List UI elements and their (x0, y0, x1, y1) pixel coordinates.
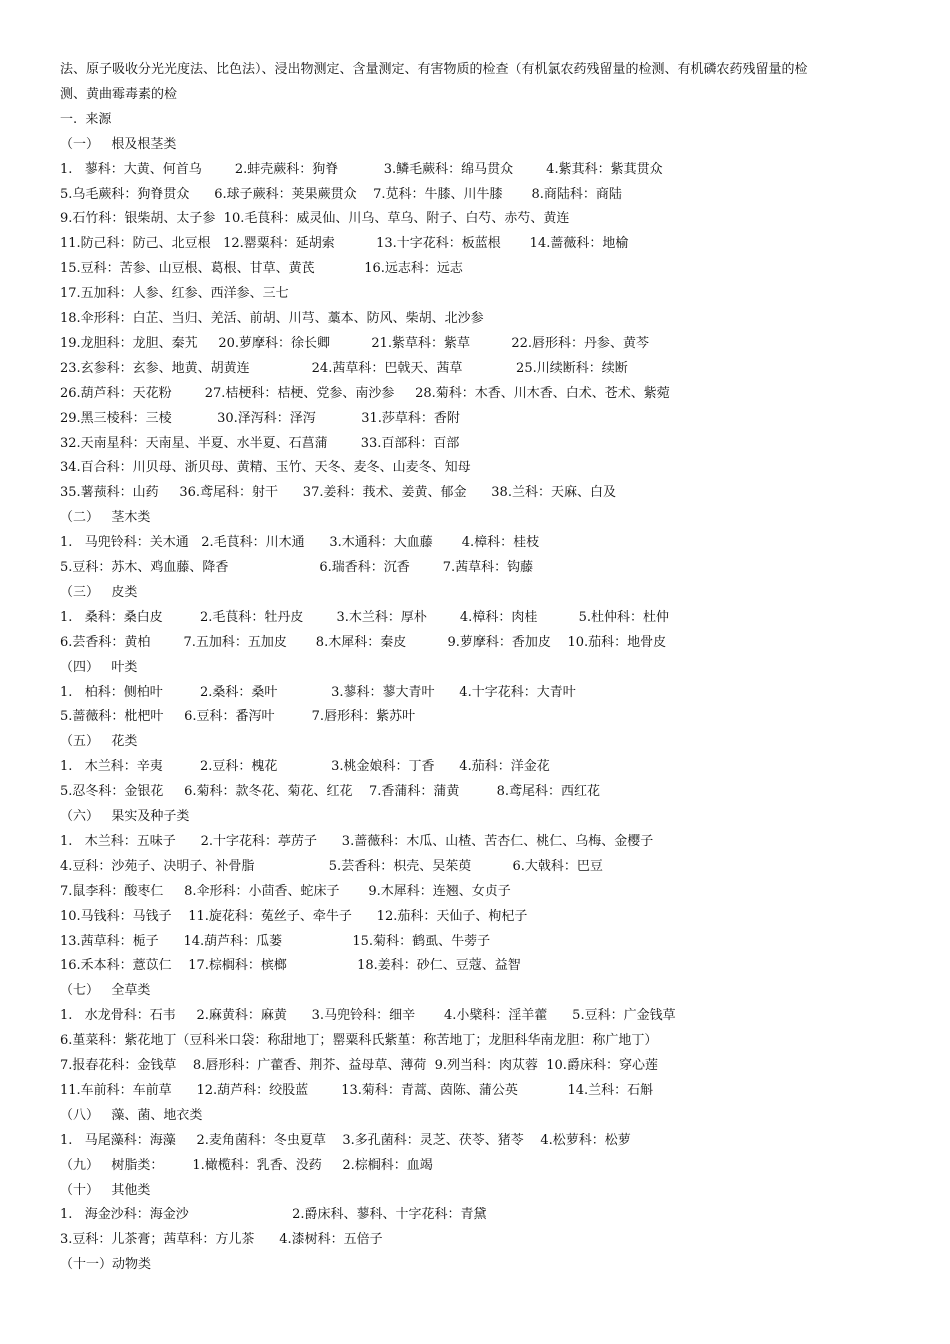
text-line (60, 953, 920, 978)
text-line (60, 206, 920, 231)
text-line (60, 281, 920, 306)
line-text: 32.天南星科：天南星、半夏、水半夏、石菖蒲 33.百部科：百部 (60, 435, 460, 451)
text-line (60, 306, 920, 331)
line-text: （十） 其他类 (60, 1182, 151, 1198)
line-text: 1. 海金沙科：海金沙 2.爵床科、蓼科、十字花科：青黛 (60, 1207, 487, 1223)
text-line (60, 704, 920, 729)
line-text: 5.豆科：苏木、鸡血藤、降香 6.瑞香科：沉香 7.茜草科：钩藤 (60, 560, 534, 575)
line-text: 1. 马尾藻科：海藻 2.麦角菌科：冬虫夏草 3.多孔菌科：灵芝、茯苓、猪苓 4.松萝科：松萝 (60, 1132, 631, 1148)
line-text: 5.乌毛蕨科：狗脊贯众 6.球子蕨科：荚果蕨贯众 7.苋科：牛膝、川牛膝 8.商陆科：商陆 (60, 186, 622, 202)
text-line (60, 1128, 920, 1153)
text-line (60, 256, 920, 281)
line-text: 一. 来源 (60, 111, 112, 127)
line-text: 16.禾本科：薏苡仁 17.棕榈科：槟榔 18.姜科：砂仁、豆蔻、益智 (60, 958, 521, 974)
text-line (60, 82, 920, 107)
line-text: 5.蔷薇科：枇杷叶 6.豆科：番泻叶 7.唇形科：紫苏叶 (60, 709, 416, 725)
text-line (60, 157, 920, 182)
text-line (60, 655, 920, 680)
line-text: 18.伞形科：白芷、当归、羌活、前胡、川芎、藁本、防风、柴胡、北沙参 (60, 311, 484, 326)
line-text: 5.忍冬科：金银花 6.菊科：款冬花、菊花、红花 7.香蒲科：蒲黄 8.鸢尾科：西红花 (60, 784, 600, 800)
text-line (60, 431, 920, 456)
line-text: 11.防己科：防己、北豆根 12.罂粟科：延胡索 13.十字花科：板蓝根 14.蔷薇科：地榆 (60, 236, 629, 252)
line-text: 1. 水龙骨科：石韦 2.麻黄科：麻黄 3.马兜铃科：细辛 4.小檗科：淫羊藿 5.豆科：广金钱草 (60, 1008, 676, 1024)
text-line (60, 1003, 920, 1028)
text-line (60, 455, 920, 480)
line-text: （八） 藻、菌、地衣类 (60, 1107, 203, 1123)
text-line (60, 107, 920, 132)
line-text: 26.葫芦科：天花粉 27.桔梗科：桔梗、党参、南沙参 28.菊科：木香、川木香、白术、苍术、紫菀 (60, 385, 670, 401)
text-line (60, 57, 920, 82)
text-line (60, 182, 920, 207)
text-line (60, 829, 920, 854)
text-line (60, 1078, 920, 1103)
line-text: 1. 柏科：侧柏叶 2.桑科：桑叶 3.蓼科：蓼大青叶 4.十字花科：大青叶 (60, 684, 576, 700)
line-text: 6.芸香科：黄柏 7.五加科：五加皮 8.木犀科：秦皮 9.萝摩科：香加皮 10.茄科：地骨皮 (60, 634, 667, 650)
line-text: （十一）动物类 (60, 1257, 152, 1273)
line-text: 9.石竹科：银柴胡、太子参 10.毛茛科：威灵仙、川乌、草乌、附子、白芍、赤芍、黄连 (60, 211, 570, 227)
line-text: 19.龙胆科：龙胆、秦艽 20.萝摩科：徐长卿 21.紫草科：紫草 22.唇形科：丹参、黄芩 (60, 335, 650, 351)
text-line (60, 381, 920, 406)
line-text: 23.玄参科：玄参、地黄、胡黄连 24.茜草科：巴戟天、茜草 25.川续断科：续断 (60, 360, 628, 376)
text-line (60, 605, 920, 630)
text-line (60, 480, 920, 505)
text-line (60, 1227, 920, 1252)
line-text: 11.车前科：车前草 12.葫芦科：绞股蓝 13.菊科：青蒿、茵陈、蒲公英 14.兰科：石斛 (60, 1082, 654, 1098)
text-line (60, 630, 920, 655)
line-text: 29.黑三棱科：三棱 30.泽泻科：泽泻 31.莎草科：香附 (60, 410, 460, 426)
text-line (60, 804, 920, 829)
line-text: 1. 蓼科：大黄、何首乌 2.蚌壳蕨科：狗脊 3.鳞毛蕨科：绵马贯众 4.紫萁科：紫萁贯众 (60, 161, 663, 177)
line-text: 10.马钱科：马钱子 11.旋花科：菟丝子、牵牛子 12.茄科：天仙子、枸杞子 (60, 908, 528, 924)
text-line (60, 406, 920, 431)
text-line (60, 879, 920, 904)
line-text: （一） 根及根茎类 (60, 136, 177, 152)
line-text: （五） 花类 (60, 734, 138, 750)
line-text: 35.薯蓣科：山药 36.鸢尾科：射干 37.姜科：莪术、姜黄、郁金 38.兰科：天麻、白及 (60, 485, 616, 501)
line-text: 测、黄曲霉毒素的检 (60, 86, 178, 102)
line-text: 4.豆科：沙苑子、决明子、补骨脂 5.芸香科：枳壳、吴茱萸 6.大戟科：巴豆 (60, 858, 603, 874)
text-line (60, 555, 920, 580)
text-line (60, 1028, 920, 1053)
line-text: （九） 树脂类： 1.橄榄科：乳香、没药 2.棕榈科：血竭 (60, 1157, 433, 1173)
text-line (60, 1103, 920, 1128)
text-line (60, 1178, 920, 1203)
line-text: 6.堇菜科：紫花地丁（豆科米口袋：称甜地丁；罂粟科氏紫堇：称苦地丁；龙胆科华南龙胆：称广地丁） (60, 1033, 658, 1049)
line-text: 34.百合科：川贝母、浙贝母、黄精、玉竹、天冬、麦冬、山麦冬、知母 (60, 460, 471, 476)
text-line (60, 530, 920, 555)
text-line (60, 1153, 920, 1178)
line-text: 7.报春花科：金钱草 8.唇形科：广藿香、荆芥、益母草、薄荷 9.列当科：肉苁蓉 10.爵床科：穿心莲 (60, 1058, 658, 1073)
text-line (60, 929, 920, 954)
text-line (60, 754, 920, 779)
line-text: 1. 桑科：桑白皮 2.毛茛科：牡丹皮 3.木兰科：厚朴 4.樟科：肉桂 5.杜仲科：杜仲 (60, 609, 670, 625)
text-line (60, 729, 920, 754)
line-text: （四） 叶类 (60, 659, 138, 675)
line-text: （七） 全草类 (60, 983, 151, 999)
text-line (60, 331, 920, 356)
text-line (60, 680, 920, 705)
line-text: 17.五加科：人参、红参、西洋参、三七 (60, 286, 289, 302)
line-text: 1. 木兰科：辛夷 2.豆科：槐花 3.桃金娘科：丁香 4.茄科：洋金花 (60, 759, 550, 775)
line-text: 1. 马兜铃科：关木通 2.毛茛科：川木通 3.木通科：大血藤 4.樟科：桂枝 (60, 535, 540, 551)
line-text: （六） 果实及种子类 (60, 809, 190, 824)
text-line (60, 580, 920, 605)
text-line (60, 1053, 920, 1078)
text-line (60, 1202, 920, 1227)
line-text: （三） 皮类 (60, 584, 138, 600)
text-line (60, 854, 920, 879)
text-line (60, 356, 920, 381)
line-text: 15.豆科：苦参、山豆根、葛根、甘草、黄芪 16.远志科：远志 (60, 261, 463, 277)
text-line (60, 779, 920, 804)
line-text: 7.鼠李科：酸枣仁 8.伞形科：小茴香、蛇床子 9.木犀科：连翘、女贞子 (60, 883, 511, 899)
line-text: 13.茜草科：栀子 14.葫芦科：瓜蒌 15.菊科：鹤虱、牛蒡子 (60, 933, 491, 949)
line-text: （二） 茎木类 (60, 510, 151, 526)
line-text: 1. 木兰科：五味子 2.十字花科：葶苈子 3.蔷薇科：木瓜、山楂、苦杏仁、桃仁、乌梅、金樱子 (60, 833, 654, 849)
text-line (60, 231, 920, 256)
line-text: 3.豆科：儿茶膏；茜草科：方儿茶 4.漆树科：五倍子 (60, 1232, 383, 1248)
text-line (60, 132, 920, 157)
line-text: 法、原子吸收分光光度法、比色法）、浸出物测定、含量测定、有害物质的检查（有机氯农药残留量的检测、有机磷农药残留量的检 (60, 62, 808, 77)
text-line (60, 505, 920, 530)
text-line (60, 978, 920, 1003)
text-line (60, 904, 920, 929)
text-line (60, 1252, 920, 1277)
